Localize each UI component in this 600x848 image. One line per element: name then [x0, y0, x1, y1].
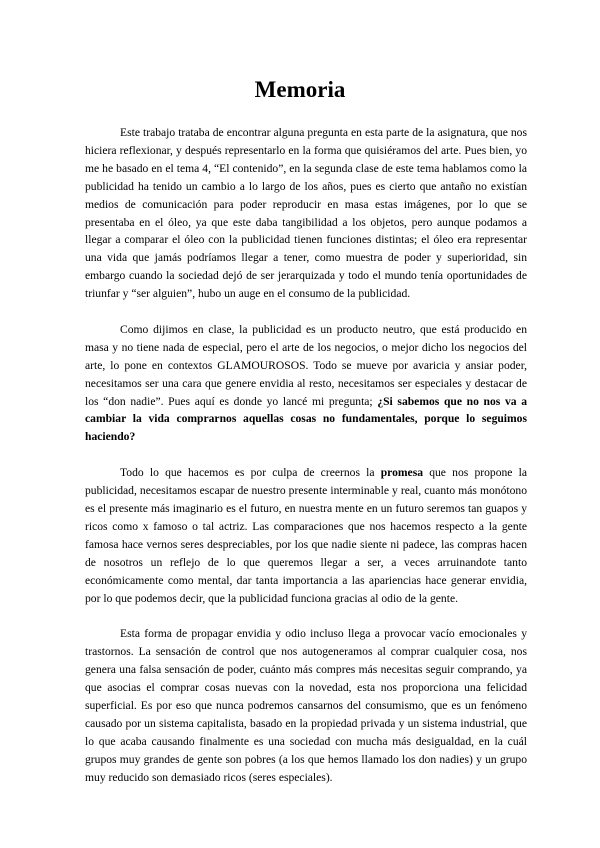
bold-question: ¿Si sabemos que no nos va a cambiar la vida comprarnos aquellas cosas no fundamentales, porque lo seguimos haciendo? [85, 394, 527, 444]
document-body [85, 124, 527, 786]
paragraph-1 [85, 124, 527, 303]
paragraph-3-text-start: Todo lo que hacemos es por culpa de creernos la [120, 466, 381, 480]
paragraph-4-text: Esta forma de propagar envidia y odio incluso llega a provocar vacío emocionales y trastornos. La sensación de control que nos autogeneramos al comprar cualquier cosa, nos genera una falsa sensación de poder, cuánto más compres más necesitas seguir comprando, ya que asocias el comprar cosas nuevas con la novedad, esta nos proporciona una felicidad superficial. Es por eso que nunca podremos cansarnos del consumismo, que es un fenómeno causado por un sistema capitalista, basado en la propiedad privada y un sistema industrial, que lo que acaba causando finalmente es una sociedad con mucha más desigualdad, en la cuál grupos muy grandes de gente son pobres (a los que hemos llamado los don nadies) y un grupo muy reducido son demasiado ricos (seres especiales). [85, 627, 527, 784]
paragraph-2-text: Como dijimos en clase, la publicidad es un producto neutro, que está producido en masa y no tiene nada de especial, pero el arte de los negocios, o mejor dicho los negocios del arte, lo pone en contextos GLAMOUROSOS. Todo se mueve por avaricia y ansiar poder, necesitamos ser una cara que genere envidia al resto, necesitamos ser especiales y destacar de los “don nadie”. Pues aquí es donde yo lancé mi pregunta; [85, 322, 527, 408]
bold-word-promesa: promesa [380, 466, 424, 480]
paragraph-4 [85, 625, 527, 786]
page-title: Memoria [254, 77, 346, 102]
paragraph-1-text: Este trabajo trataba de encontrar alguna pregunta en esta parte de la asignatura, que nos hiciera reflexionar, y después representarlo en la forma que quisiéramos del arte. Pues bien, yo me he basado en el tema 4, “El contenido”, en la segunda clase de este tema hablamos como la publicidad ha tenido un cambio a lo largo de los años, pues es cierto que antaño no existían medios de comunicación para poder reproducir en masa estas imágenes, por lo que se presentaba en el óleo, ya que este daba tangibilidad a los objetos, pero aunque podamos a llegar a comparar el óleo con la publicidad tienen funciones distintas; el óleo era representar una vida que jamás podríamos llegar a tener, como muestra de poder y superioridad, sin embargo cuando la sociedad dejó de ser jerarquizada y todo el mundo tenía oportunidades de triunfar y “ser alguien”, hubo un auge en el consumo de la publicidad. [85, 126, 527, 301]
paragraph-3 [85, 464, 527, 607]
paragraph-3-text-end: que nos propone la publicidad, necesitamos escapar de nuestro presente interminable y real, cuanto más monótono es el presente más imaginario es el futuro, en nuestra mente en un futuro seremos tan guapos y ricos como x famoso o tal actriz. Las comparaciones que nos hacemos respecto a la gente famosa hace vernos seres despreciables, por los que nadie siente ni padece, las compras hacen de nosotros un reflejo de lo que queremos llegar a ser, a veces arruinandote tanto económicamente como mental, dar tanta importancia a las apariencias hace generar envidia, por lo que podemos decir, que la publicidad funciona gracias al odio de la gente. [85, 466, 527, 605]
paragraph-2 [85, 321, 527, 446]
